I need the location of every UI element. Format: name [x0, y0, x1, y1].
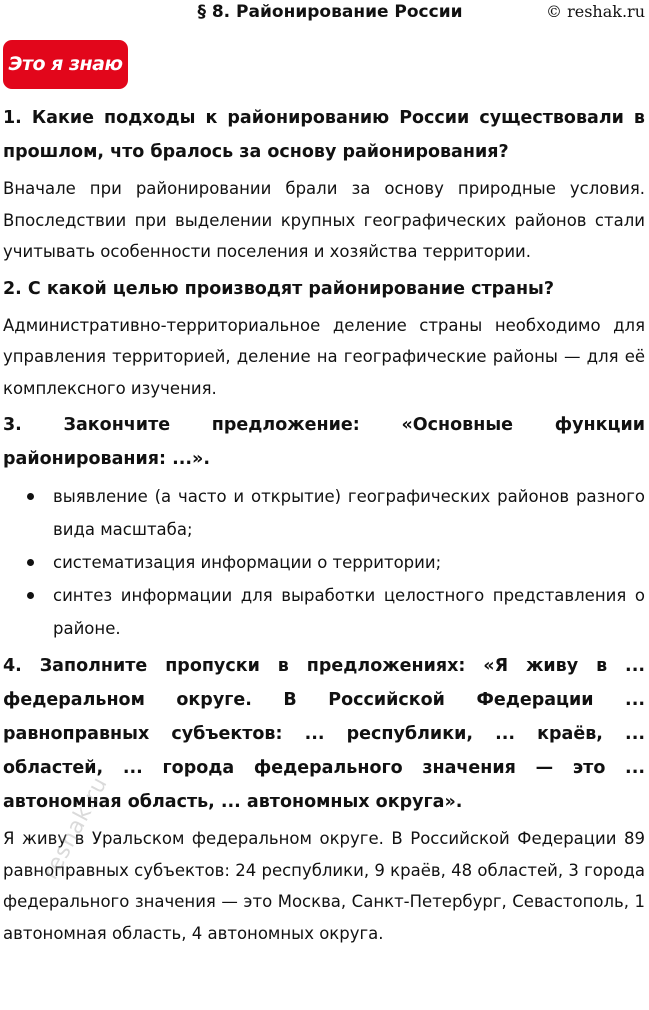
question-4: 4. Заполните пропуски в предложениях: «Я живу в ... федеральном округе. В Российской Федерации ... равноправных субъектов: ... республики, ... краёв, ... областей, ... города федерального значения — это ... автономная область, ... автономных округа». — [3, 656, 645, 812]
question-1: 1. Какие подходы к районированию России существовали в прошлом, что бралось за основу районирования? — [3, 108, 645, 162]
section-badge: Это я знаю — [3, 40, 128, 89]
list-item — [3, 579, 645, 645]
answer-3-list — [3, 480, 645, 645]
answer-4: Я живу в Уральском федеральном округе. В Российской Федерации 89 равноправных субъектов: 24 республики, 9 краёв, 48 областей, 3 города федерального значения — это Москва, Санкт-Петербург, Севастополь, 1 автономная область, 4 автономных округа. — [3, 829, 645, 943]
page-header — [0, 0, 649, 26]
list-item-text: выявление (а часто и открытие) географических районов разного вида масштаба; — [53, 487, 645, 539]
bullet-icon — [27, 592, 34, 599]
list-item — [3, 480, 645, 546]
bullet-icon — [27, 559, 34, 566]
watermark: reshak.ru — [38, 772, 113, 884]
question-3: 3. Закончите предложение: «Основные функции районирования: ...». — [3, 415, 645, 469]
content — [3, 101, 645, 953]
question-2: 2. С какой целью производят районирование страны? — [3, 278, 555, 299]
bullet-icon — [27, 493, 34, 500]
list-item-text: синтез информации для выработки целостного представления о районе. — [53, 586, 645, 638]
answer-2: Административно-территориальное деление страны необходимо для управления территорией, деление на географические районы — для её комплексного изучения. — [3, 315, 645, 398]
list-item — [3, 546, 645, 579]
page-title: § 8. Районирование России — [197, 2, 463, 22]
site-credit[interactable]: © reshak.ru — [546, 2, 645, 21]
answer-1: Вначале при районировании брали за основу природные условия. Впоследствии при выделении крупных географических районов стали учитывать особенности поселения и хозяйства территории. — [3, 179, 645, 261]
list-item-text: систематизация информации о территории; — [53, 553, 442, 572]
